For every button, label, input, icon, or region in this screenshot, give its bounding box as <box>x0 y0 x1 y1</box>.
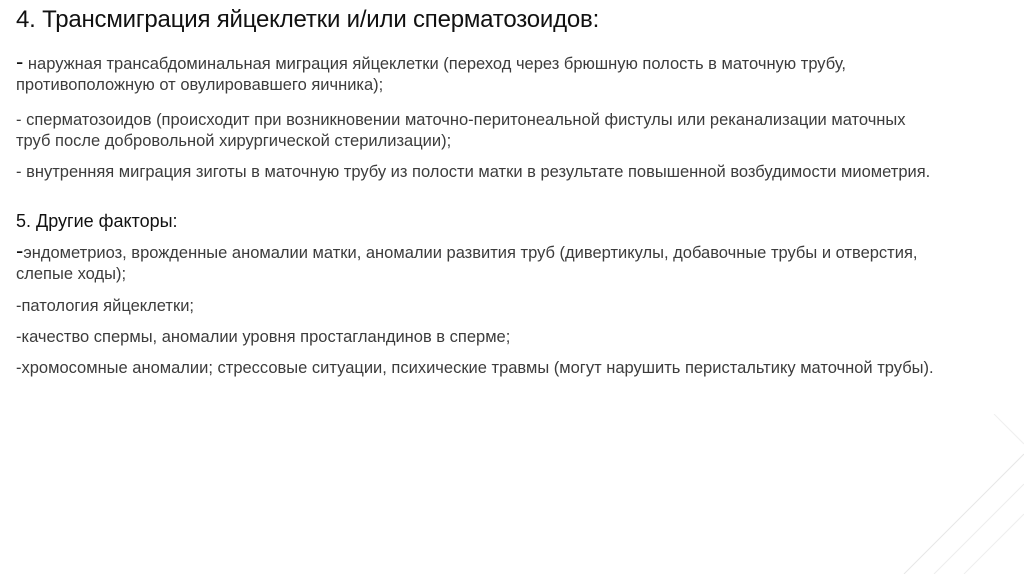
list-item-sperm-quality: -качество спермы, аномалии уровня простагландинов в сперме; <box>16 328 511 346</box>
list-item-endometriosis <box>16 238 936 285</box>
list-item-text: наружная трансабдоминальная миграция яйцеклетки (переход через брюшную полость в маточную трубу, противоположную от овулировавшего яичника); <box>16 55 847 94</box>
list-item-chromosomal-anomalies: -хромосомные аномалии; стрессовые ситуации, психические травмы (могут нарушить перистальтику маточной трубы). <box>16 359 934 377</box>
decorative-corner-lines <box>844 414 1024 574</box>
list-item-sperm-migration: - сперматозоидов (происходит при возникновении маточно-перитонеальной фистулы или реканализации маточных труб после добровольной хирургической стерилизации); <box>16 111 906 150</box>
list-item-dash: - <box>16 238 24 263</box>
list-item-external-migration <box>16 49 956 96</box>
section-heading-other-factors: 5. Другие факторы: <box>16 211 178 231</box>
list-item-text: эндометриоз, врожденные аномалии матки, аномалии развития труб (дивертикулы, добавочные трубы и отверстия, слепые ходы); <box>16 244 918 283</box>
slide-title: 4. Трансмиграция яйцеклетки и/или сперматозоидов: <box>16 6 600 33</box>
list-item-egg-pathology: -патология яйцеклетки; <box>16 297 195 315</box>
list-item-zygote-migration: - внутренняя миграция зиготы в маточную трубу из полости матки в результате повышенной возбудимости миометрия. <box>16 163 931 181</box>
list-item-dash: - <box>16 49 24 74</box>
